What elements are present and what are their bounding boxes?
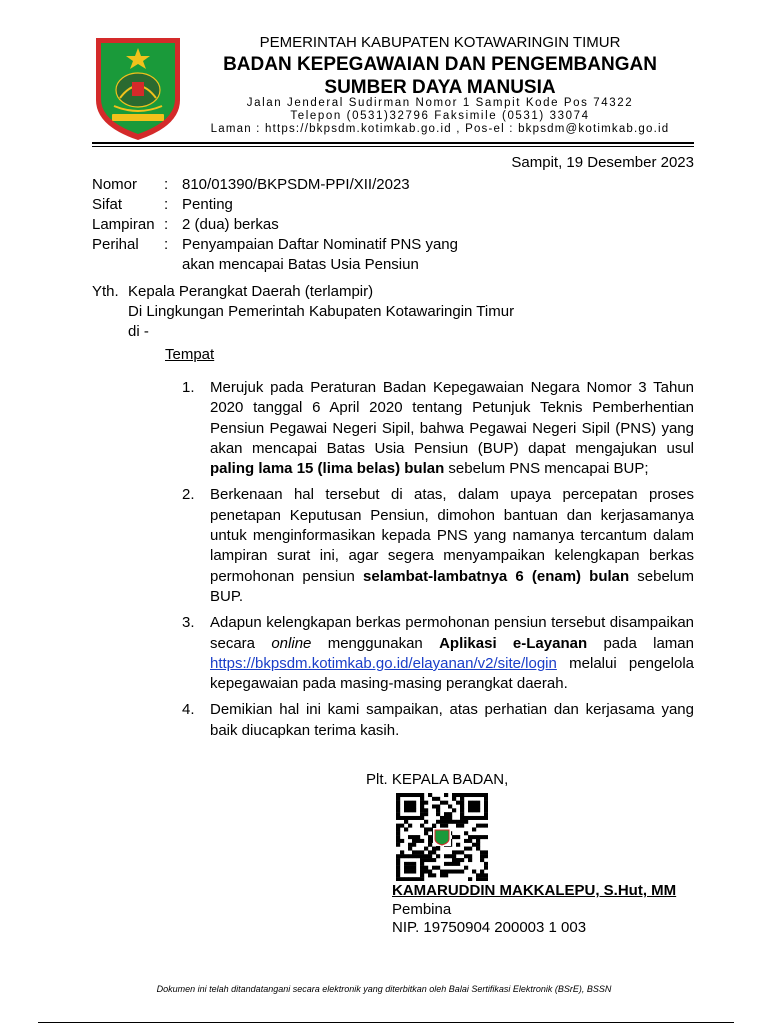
- list-item: [182, 700, 694, 741]
- item-number: 2.: [182, 486, 195, 504]
- perihal-line1: Penyampaian Daftar Nominatif PNS yang: [182, 236, 458, 253]
- meta-colon: :: [164, 236, 169, 253]
- item-number: 4.: [182, 701, 195, 719]
- qr-code-icon: [396, 793, 488, 881]
- item-text: Demikian hal ini kami sampaikan, atas perhatian dan kerjasama yang baik diucapkan terima kasih.: [210, 701, 694, 739]
- meta-value: 2 (dua) berkas: [182, 216, 279, 233]
- item-text: Berkenaan hal tersebut di atas, dalam upaya percepatan proses penetapan Keputusan Pensiun, dimohon bantuan dan kerjasamanya untuk menginformasikan kepada PNS yang namanya tercantum dalam lampiran surat ini, agar segera menyampaikan kelengkapan berkas permohonan pensiun selambat-lambatnya 6 (enam) bulan sebelum BUP.: [210, 486, 694, 605]
- recipient-place: Tempat: [165, 346, 215, 363]
- signature-title: Plt. KEPALA BADAN,: [366, 771, 509, 788]
- recipient-line3: di -: [128, 323, 149, 340]
- meta-key: Nomor: [92, 176, 138, 193]
- meta-colon: :: [164, 176, 169, 193]
- agency-phone: Telepon (0531)32796 Faksimile (0531) 33074: [290, 110, 590, 122]
- regency-emblem-icon: [92, 34, 184, 142]
- item-text: Merujuk pada Peraturan Badan Kepegawaian Negara Nomor 3 Tahun 2020 tanggal 6 April 2020 tentang Petunjuk Teknis Pemberhentian Pensiun Pegawai Negeri Sipil, bahwa Pegawai Negeri Sipil (PNS) yang akan mencapai Batas Usia Pensiun (BUP) dapat mengajukan usul paling lama 15 (lima belas) bulan sebelum PNS mencapai BUP;: [210, 379, 694, 478]
- meta-row-perihal: [92, 235, 582, 275]
- agency-name-line2: SUMBER DAYA MANUSIA: [324, 77, 556, 98]
- meta-colon: :: [164, 196, 169, 213]
- perihal-line2: akan mencapai Batas Usia Pensiun: [182, 256, 419, 273]
- e-layanan-link[interactable]: https://bkpsdm.kotimkab.go.id/elayanan/v2/site/login: [210, 654, 557, 672]
- recipient-block: [92, 282, 514, 342]
- meta-key: Perihal: [92, 236, 139, 253]
- government-name: PEMERINTAH KABUPATEN KOTAWARINGIN TIMUR: [259, 34, 621, 51]
- meta-value: Penting: [182, 196, 233, 213]
- header-rule: [92, 142, 694, 144]
- list-item: [182, 485, 694, 607]
- signatory-name: KAMARUDDIN MAKKALEPU, S.Hut, MM: [392, 882, 677, 899]
- signatory-rank: Pembina: [392, 901, 452, 918]
- meta-value: 810/01390/BKPSDM-PPI/XII/2023: [182, 176, 410, 193]
- meta-value: [182, 235, 582, 275]
- agency-name-line1: BADAN KEPEGAWAIAN DAN PENGEMBANGAN: [223, 54, 657, 75]
- agency-web: Laman : https://bkpsdm.kotimkab.go.id , Pos-el : bkpsdm@kotimkab.go.id: [210, 123, 670, 135]
- meta-row-lampiran: [92, 215, 582, 235]
- footer-rule: [38, 1022, 734, 1023]
- yth-label: Yth.: [92, 283, 119, 300]
- list-item: [182, 613, 694, 694]
- meta-row-nomor: [92, 175, 582, 195]
- meta-key: Sifat: [92, 196, 123, 213]
- recipient-line2: Di Lingkungan Pemerintah Kabupaten Kotawaringin Timur: [128, 303, 515, 320]
- meta-colon: :: [164, 216, 169, 233]
- meta-key: Lampiran: [92, 216, 155, 233]
- item-number: 1.: [182, 379, 195, 396]
- letter-date: Sampit, 19 Desember 2023: [511, 154, 694, 171]
- item-text: Adapun kelengkapan berkas permohonan pensiun tersebut disampaikan secara online menggunakan Aplikasi e-Layanan pada laman https://bkpsdm.kotimkab.go.id/elayanan/v2/site/login melalui pengelola kepegawaian pada masing-masing perangkat daerah.: [210, 614, 694, 693]
- list-item: [182, 378, 694, 479]
- e-signature-footer: Dokumen ini telah ditandatangani secara elektronik yang diterbitkan oleh Balai Sertifikasi Elektronik (BSrE), BSSN: [156, 984, 612, 994]
- item-number: 3.: [182, 614, 195, 632]
- header-rule-thin: [92, 146, 694, 147]
- letter-meta: [92, 175, 582, 275]
- signatory-nip: NIP. 19750904 200003 1 003: [392, 919, 587, 936]
- letter-body: [182, 378, 694, 747]
- agency-address: Jalan Jenderal Sudirman Nomor 1 Sampit Kode Pos 74322: [246, 97, 634, 109]
- recipient-line1: Kepala Perangkat Daerah (terlampir): [128, 283, 374, 300]
- meta-row-sifat: [92, 195, 582, 215]
